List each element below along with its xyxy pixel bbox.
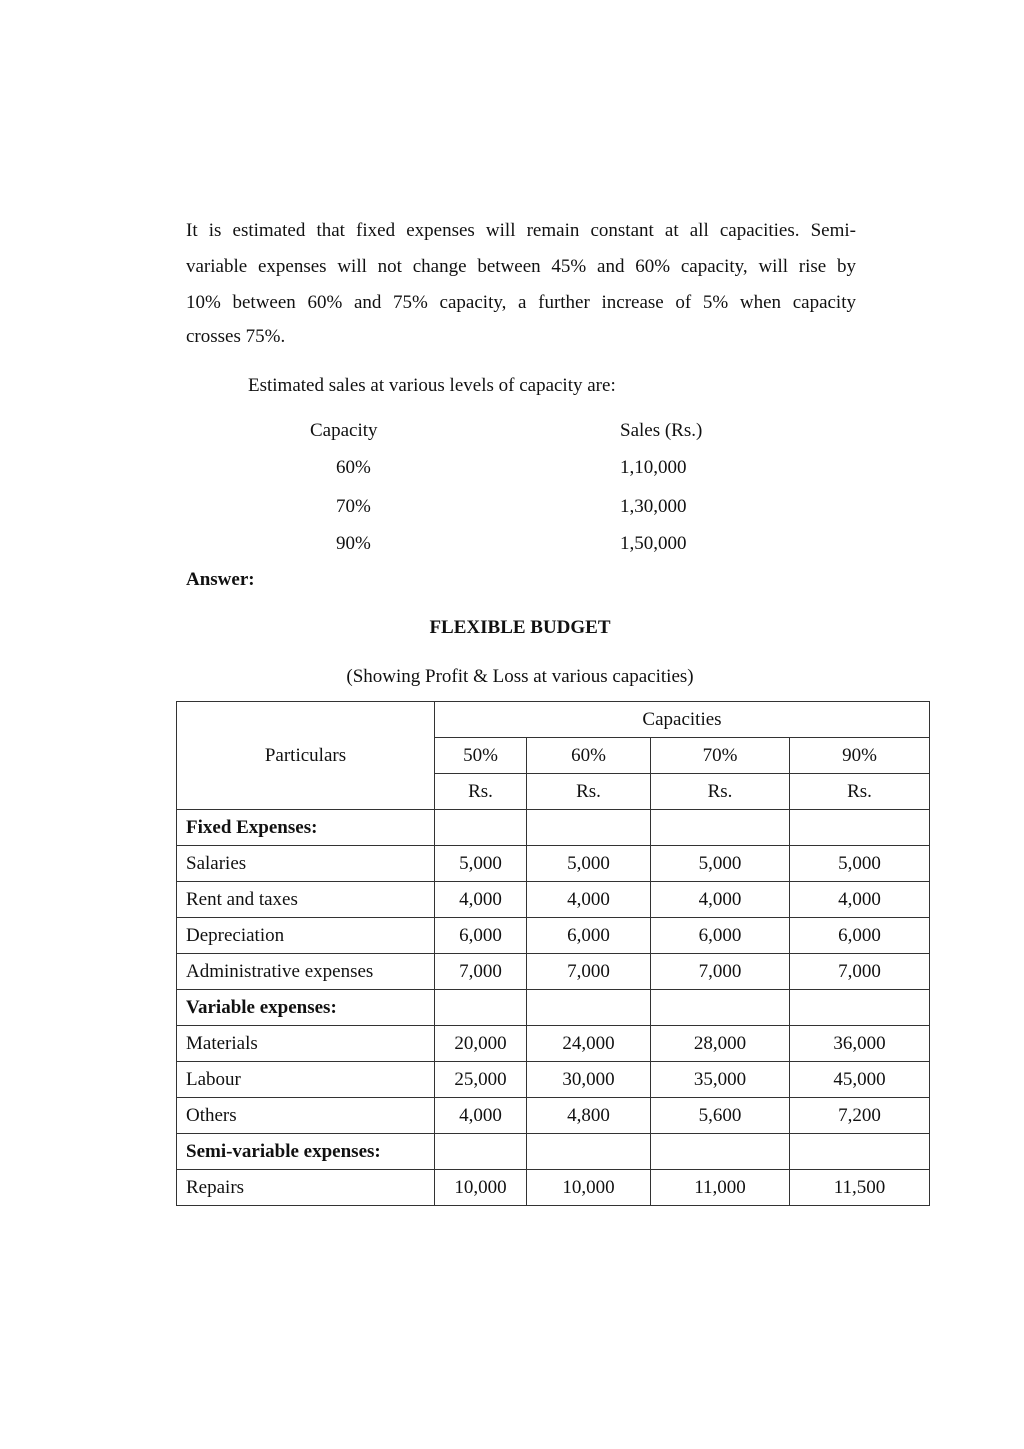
value-cell: 24,000 [527, 1026, 651, 1062]
row-label: Fixed Expenses: [177, 810, 435, 846]
row-label: Salaries [177, 846, 435, 882]
table-row [177, 882, 930, 918]
currency-cell: Rs. [790, 774, 930, 810]
intro-paragraph [186, 213, 856, 321]
capacities-header: Capacities [435, 702, 930, 738]
table-row [177, 1170, 930, 1206]
value-cell [435, 810, 527, 846]
sales-capacity-cell: 90% [336, 533, 371, 554]
row-label: Labour [177, 1062, 435, 1098]
value-cell: 7,000 [651, 954, 790, 990]
value-cell: 6,000 [651, 918, 790, 954]
value-cell: 6,000 [527, 918, 651, 954]
section-header-row [177, 990, 930, 1026]
value-cell: 5,000 [651, 846, 790, 882]
table-row [177, 1026, 930, 1062]
sales-value-cell: 1,30,000 [620, 496, 687, 517]
value-cell [651, 990, 790, 1026]
paragraph-last-line: crosses 75%. [186, 326, 286, 347]
budget-title: FLEXIBLE BUDGET [429, 617, 611, 638]
value-cell: 4,000 [651, 882, 790, 918]
table-row [177, 846, 930, 882]
value-cell: 4,000 [527, 882, 651, 918]
paragraph-line: 10% between 60% and 75% capacity, a further increase of 5% when capacity [186, 292, 856, 313]
paragraph-line: It is estimated that fixed expenses will remain constant at all capacities. Semi- [186, 220, 856, 241]
answer-label: Answer: [186, 569, 255, 590]
particulars-header: Particulars [177, 702, 435, 810]
row-label: Variable expenses: [177, 990, 435, 1026]
value-cell: 10,000 [527, 1170, 651, 1206]
row-label: Depreciation [177, 918, 435, 954]
paragraph-line: variable expenses will not change between 45% and 60% capacity, will rise by [186, 256, 856, 277]
value-cell: 25,000 [435, 1062, 527, 1098]
sales-value-cell: 1,10,000 [620, 457, 687, 478]
value-cell: 20,000 [435, 1026, 527, 1062]
value-cell [651, 1134, 790, 1170]
capacity-level-cell: 70% [651, 738, 790, 774]
value-cell [435, 990, 527, 1026]
table-row [177, 1062, 930, 1098]
value-cell: 10,000 [435, 1170, 527, 1206]
value-cell: 6,000 [435, 918, 527, 954]
value-cell: 7,000 [790, 954, 930, 990]
capacity-level-cell: 90% [790, 738, 930, 774]
value-cell: 6,000 [790, 918, 930, 954]
value-cell: 35,000 [651, 1062, 790, 1098]
row-label: Materials [177, 1026, 435, 1062]
value-cell: 5,000 [435, 846, 527, 882]
table-row [177, 1098, 930, 1134]
row-label: Repairs [177, 1170, 435, 1206]
value-cell: 7,000 [435, 954, 527, 990]
value-cell [527, 810, 651, 846]
value-cell: 4,000 [435, 882, 527, 918]
sales-header-capacity: Capacity [310, 420, 378, 441]
value-cell [790, 810, 930, 846]
row-label: Administrative expenses [177, 954, 435, 990]
value-cell: 4,000 [435, 1098, 527, 1134]
sales-capacity-cell: 70% [336, 496, 371, 517]
currency-cell: Rs. [527, 774, 651, 810]
currency-cell: Rs. [651, 774, 790, 810]
value-cell: 28,000 [651, 1026, 790, 1062]
value-cell: 30,000 [527, 1062, 651, 1098]
capacity-level-cell: 60% [527, 738, 651, 774]
value-cell: 7,000 [527, 954, 651, 990]
value-cell [435, 1134, 527, 1170]
value-cell [651, 810, 790, 846]
section-header-row [177, 1134, 930, 1170]
value-cell: 7,200 [790, 1098, 930, 1134]
value-cell: 45,000 [790, 1062, 930, 1098]
header-row [177, 702, 930, 738]
value-cell: 4,000 [790, 882, 930, 918]
table-row [177, 918, 930, 954]
value-cell: 11,500 [790, 1170, 930, 1206]
value-cell: 11,000 [651, 1170, 790, 1206]
value-cell [527, 1134, 651, 1170]
table-row [177, 954, 930, 990]
sales-capacity-cell: 60% [336, 457, 371, 478]
value-cell [790, 990, 930, 1026]
value-cell: 4,800 [527, 1098, 651, 1134]
budget-subtitle: (Showing Profit & Loss at various capacities) [346, 666, 694, 687]
capacity-level-cell: 50% [435, 738, 527, 774]
value-cell [790, 1134, 930, 1170]
sales-header-sales: Sales (Rs.) [620, 420, 703, 441]
row-label: Rent and taxes [177, 882, 435, 918]
value-cell: 5,600 [651, 1098, 790, 1134]
sales-value-cell: 1,50,000 [620, 533, 687, 554]
value-cell [527, 990, 651, 1026]
section-header-row [177, 810, 930, 846]
row-label: Others [177, 1098, 435, 1134]
value-cell: 36,000 [790, 1026, 930, 1062]
value-cell: 5,000 [790, 846, 930, 882]
sales-intro: Estimated sales at various levels of capacity are: [248, 375, 616, 396]
currency-cell: Rs. [435, 774, 527, 810]
value-cell: 5,000 [527, 846, 651, 882]
row-label: Semi-variable expenses: [177, 1134, 435, 1170]
flexible-budget-table [176, 701, 930, 1206]
budget-body [177, 810, 930, 1206]
